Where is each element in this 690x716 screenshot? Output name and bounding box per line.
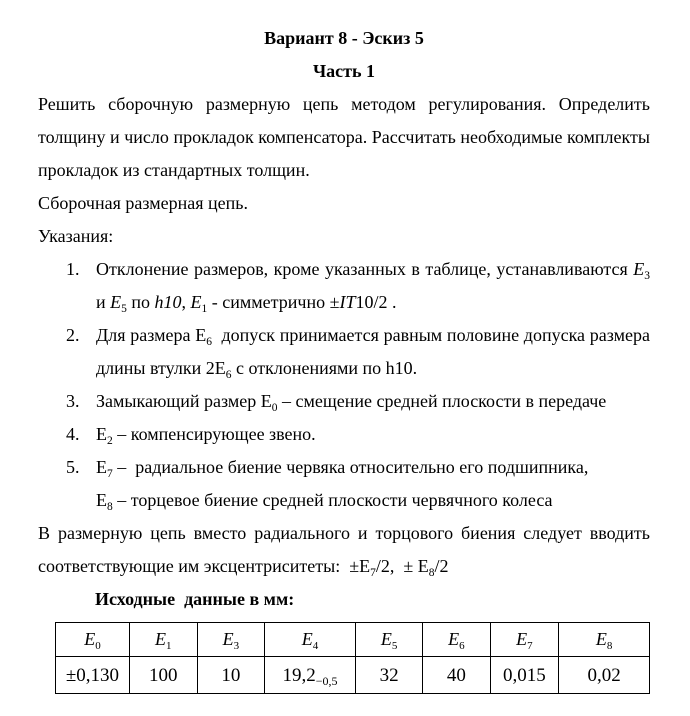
table-header-cell-e1: $E_1$ [129,623,197,657]
table-header-cell-e6: $E_6$ [423,623,490,657]
table-value-cell-e8: 0,02 [559,657,650,694]
table-value-cell-e7: 0,015 [490,657,559,694]
note-number: 4. [66,424,80,444]
note-number: 3. [66,391,80,411]
note-item-4 [66,418,650,451]
table-header-cell-e3: $E_3$ [197,623,264,657]
note-item-3 [66,385,650,418]
table-header-cell-e7: $E_7$ [490,623,559,657]
note-text: $Е_2$ – компенсирующее звено. [96,424,316,447]
note-number: 5. [66,457,80,477]
paragraph-assembly-chain: Сборочная размерная цепь. [38,193,248,213]
table-header-cell-e4: $E_4$ [264,623,355,657]
note-text: $Е_7$ – радиальное биение червяка относительно его подшипника, $Е_8$ – торцевое биение средней плоскости червячного колеса [96,457,589,513]
table-caption: Исходные данные в мм: [95,589,295,609]
note-number: 1. [66,259,80,279]
table-value-cell-e1: 100 [129,657,197,694]
table-value-cell-e4: $19,2_{-0,5}$ [264,657,355,694]
input-data-table [55,622,650,694]
note-item-2 [66,319,655,385]
table-value-cell-e6: 40 [423,657,490,694]
notes-label: Указания: [38,226,114,246]
table-value-cell-e5: 32 [355,657,422,694]
notes-list [66,253,655,517]
variant-title: Вариант 8 - Эскиз 5 [264,28,424,48]
paragraph-task: Решить сборочную размерную цепь методом регулирования. Определить толщину и число прокладок компенсатора. Рассчитать необходимые комплекты прокладок из стандартных толщин. [38,94,650,180]
note-item-1 [66,253,655,319]
table-value-cell-e3: 10 [197,657,264,694]
table-header-row [56,623,650,657]
note-item-5 [66,451,650,517]
part-heading: Часть 1 [312,61,376,81]
table-header-cell-e8: $E_8$ [559,623,650,657]
note-number: 2. [66,325,80,345]
table-header-cell-e5: $E_5$ [355,623,422,657]
table-value-cell-e0: ±0,130 [56,657,130,694]
table-value-row [56,657,650,694]
note-text: Для размера $Е_6$ допуск принимается равным половине допуска размера длины втулки $2Е_6$ с отклонениями по h10. [96,325,655,381]
table-header-cell-e0: $E_0$ [56,623,130,657]
note-text: Замыкающий размер $Е_0$ – смещение средней плоскости в передаче [96,391,607,414]
paragraph-eccentricities: В размерную цепь вместо радиального и торцового биения следует вводить соответствующие им эксцентриситеты: $\pm Е_7/2$, ± $Е_8/2$ [38,523,655,579]
note-text: Отклонение размеров, кроме указанных в таблице, устанавливаются $E_3$ и $E_5$ по h10, $E_1$ - симметрично ±IT10/2 . [96,259,655,315]
